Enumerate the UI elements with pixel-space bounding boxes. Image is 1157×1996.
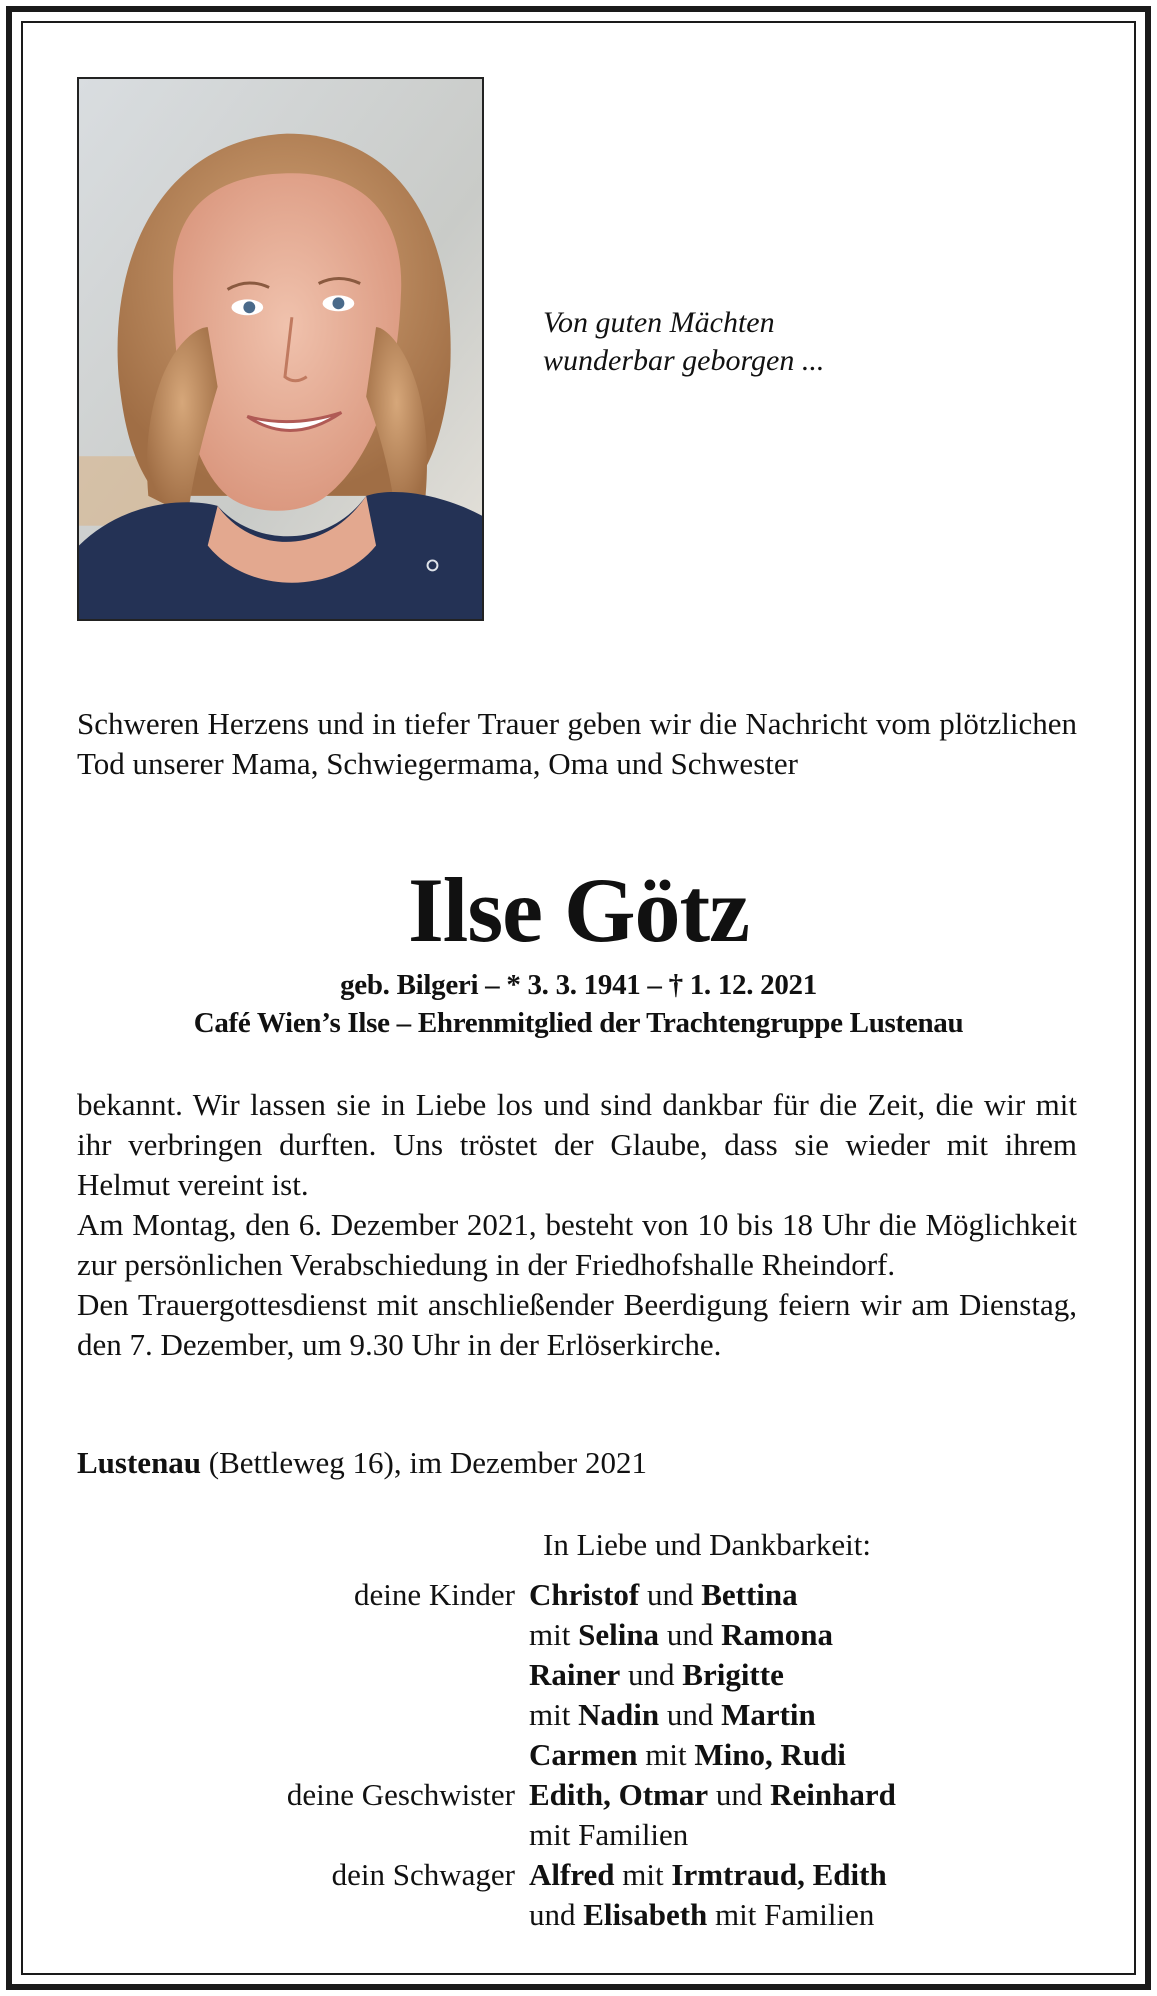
survivor-connector: mit: [614, 1857, 672, 1892]
survivor-names: [529, 1575, 798, 1615]
survivor-connector: und: [708, 1777, 771, 1812]
survivor-relation: deine Kinder: [354, 1577, 515, 1612]
survivor-relation: [77, 1655, 529, 1695]
survivor-connector: mit Familien: [707, 1897, 875, 1932]
intro-text: Schweren Herzens und in tiefer Trauer geben wir die Nachricht vom plötzlichen Tod unserer Mama, Schwiegermama, Oma und Schwester: [77, 706, 1077, 781]
survivor-connector: und: [659, 1617, 722, 1652]
survivor-name: Nadin: [578, 1697, 660, 1732]
survivor-name: Martin: [721, 1697, 816, 1732]
announcement-body: [77, 1085, 1077, 1365]
survivor-names: [529, 1615, 833, 1655]
survivor-row: [77, 1575, 1077, 1615]
signoff: In Liebe und Dankbarkeit:: [543, 1527, 871, 1562]
survivor-names: [529, 1855, 887, 1895]
body-paragraph-3: Den Trauergottesdienst mit anschließender Beerdigung feiern wir am Dienstag, den 7. Dezember, um 9.30 Uhr in der Erlöserkirche.: [77, 1287, 1077, 1362]
survivor-connector: und: [529, 1897, 584, 1932]
survivor-relation: deine Geschwister: [286, 1777, 515, 1812]
survivor-name: Brigitte: [682, 1657, 784, 1692]
survivor-name: Carmen: [529, 1737, 638, 1772]
survivor-relation: [77, 1895, 529, 1935]
body-paragraph-2: Am Montag, den 6. Dezember 2021, besteht von 10 bis 18 Uhr die Möglichkeit zur persönlichen Verabschiedung in der Friedhofshalle Rheindorf.: [77, 1207, 1077, 1282]
survivor-names: [529, 1775, 896, 1815]
survivor-connector: mit: [637, 1737, 695, 1772]
survivor-connector: mit Familien: [529, 1817, 689, 1852]
survivor-relation: dein Schwager: [331, 1857, 515, 1892]
survivor-name: Ramona: [721, 1617, 834, 1652]
place-date-line: [77, 1443, 647, 1483]
survivor-row: [77, 1655, 1077, 1695]
survivor-name: Edith, Otmar: [529, 1777, 709, 1812]
survivor-relation: [77, 1695, 529, 1735]
survivor-name: Christof: [529, 1577, 640, 1612]
survivor-name: Selina: [578, 1617, 660, 1652]
survivor-name: Elisabeth: [583, 1897, 708, 1932]
survivor-row: [77, 1615, 1077, 1655]
survivor-name: Reinhard: [770, 1777, 896, 1812]
survivor-name: Irmtraud, Edith: [671, 1857, 887, 1892]
survivor-name: Alfred: [529, 1857, 615, 1892]
survivors-list: [77, 1575, 1077, 1935]
portrait-photo: [77, 77, 484, 621]
survivor-relation: [77, 1815, 529, 1855]
survivor-connector: mit: [529, 1617, 579, 1652]
quote: [543, 304, 824, 380]
survivor-row: [77, 1815, 1077, 1855]
survivor-connector: und: [659, 1697, 722, 1732]
place-rest: (Bettleweg 16), im Dezember 2021: [201, 1445, 647, 1480]
deceased-name: Ilse Götz: [407, 859, 750, 961]
body-paragraph-1: bekannt. Wir lassen sie in Liebe los und sind dankbar für die Zeit, die wir mit ihr verbringen durften. Uns tröstet der Glaube, dass sie wieder mit ihrem Helmut vereint ist.: [77, 1087, 1077, 1202]
survivor-relation: [77, 1615, 529, 1655]
survivor-row: [77, 1895, 1077, 1935]
survivor-row: [77, 1855, 1077, 1895]
honorary-title: Café Wien’s Ilse – Ehrenmitglied der Trachtengruppe Lustenau: [193, 1007, 964, 1039]
survivor-names: [529, 1695, 816, 1735]
survivor-name: Mino, Rudi: [694, 1737, 846, 1772]
survivor-connector: mit: [529, 1697, 579, 1732]
survivor-names: [529, 1655, 784, 1695]
quote-line-2: wunderbar geborgen ...: [543, 344, 825, 377]
place-town: Lustenau: [77, 1445, 202, 1480]
survivor-connector: und: [639, 1577, 702, 1612]
quote-line-1: Von guten Mächten: [543, 306, 775, 339]
survivor-connector: und: [620, 1657, 683, 1692]
birth-death-dates: geb. Bilgeri – * 3. 3. 1941 – † 1. 12. 2021: [340, 969, 817, 1001]
survivor-row: [77, 1695, 1077, 1735]
survivor-names: [529, 1815, 688, 1855]
survivor-name: Bettina: [701, 1577, 798, 1612]
survivor-name: Rainer: [529, 1657, 621, 1692]
survivor-row: [77, 1735, 1077, 1775]
survivor-names: [529, 1735, 846, 1775]
survivor-row: [77, 1775, 1077, 1815]
survivor-relation: [77, 1735, 529, 1775]
survivor-names: [529, 1895, 874, 1935]
